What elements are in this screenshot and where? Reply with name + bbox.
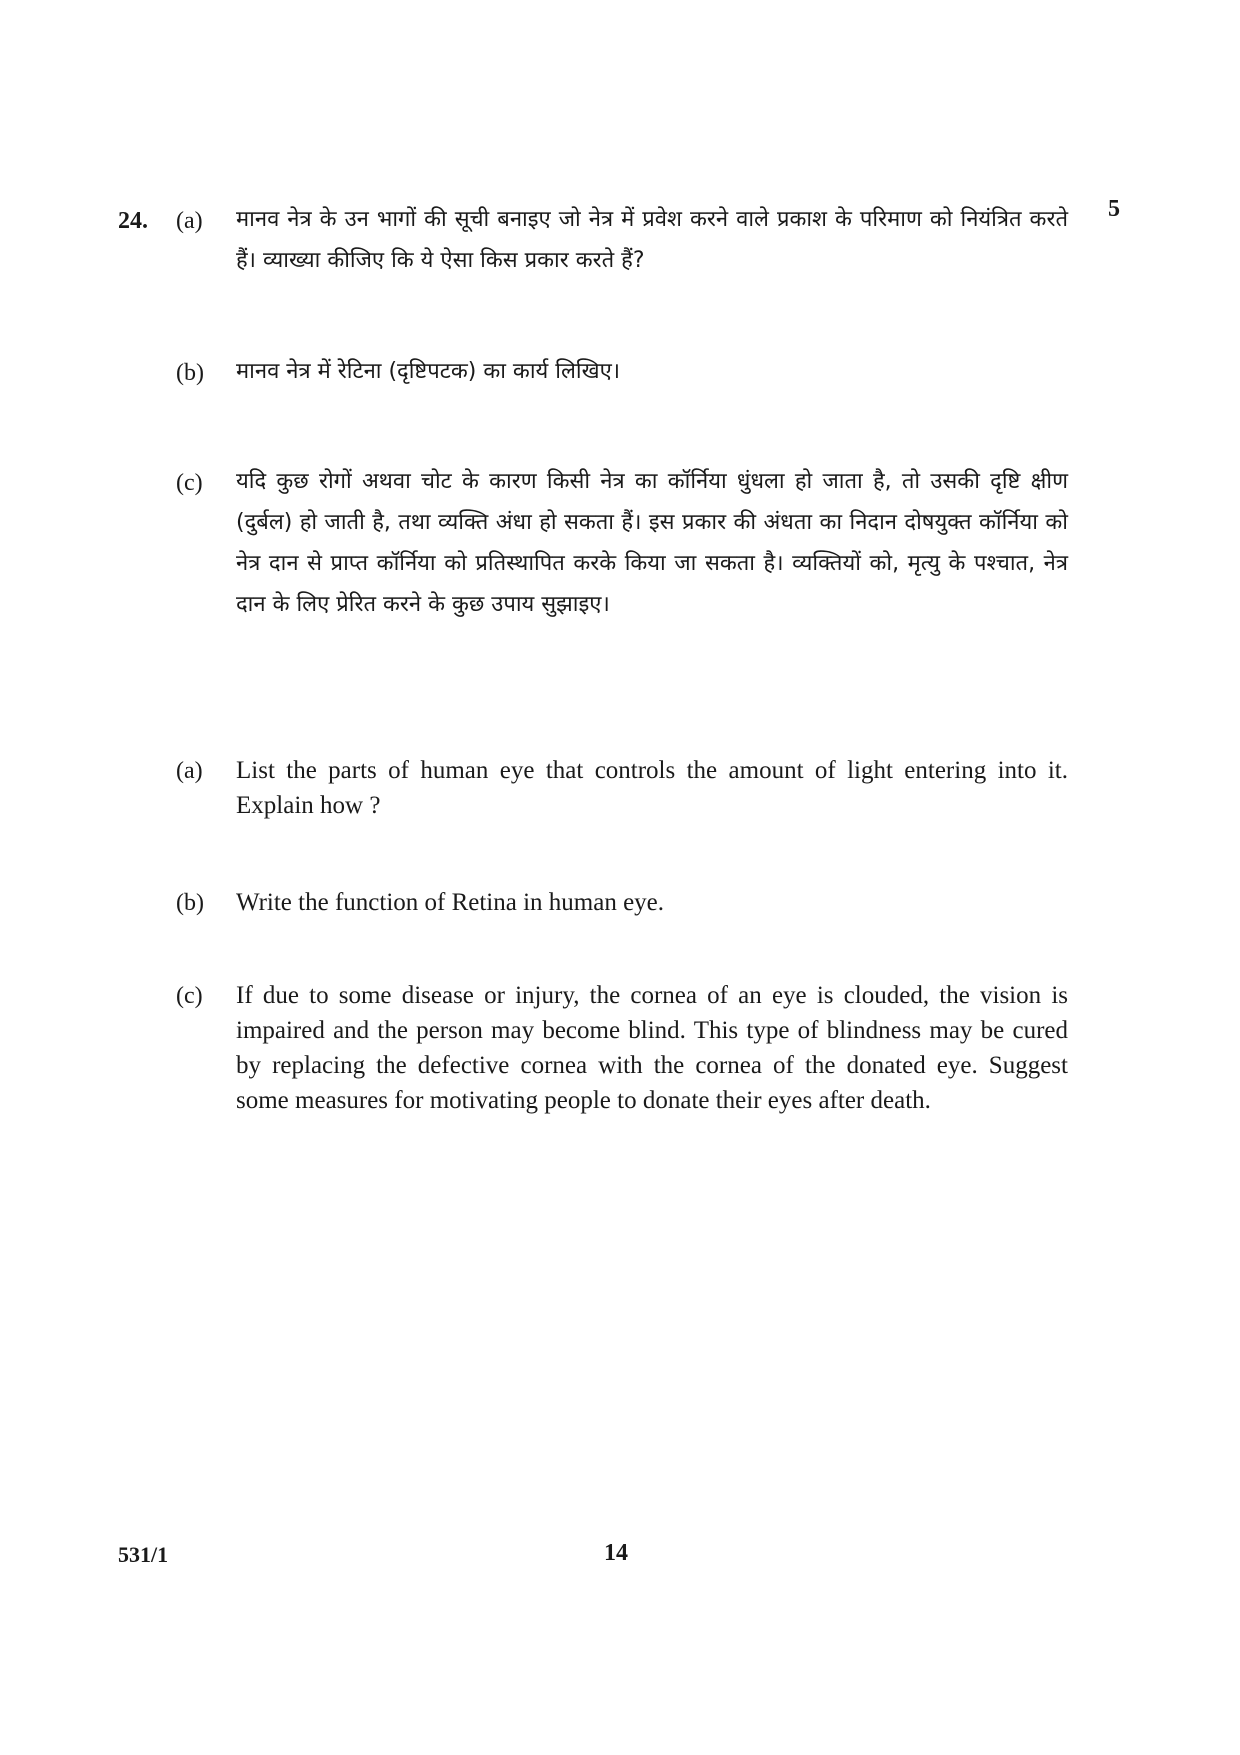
question-marks: 5 <box>1108 196 1120 222</box>
english-part-b-text: Write the function of Retina in human eye. <box>236 889 665 916</box>
hindi-part-c-text: यदि कुछ रोगों अथवा चोट के कारण किसी नेत्र का कॉर्निया धुंधला हो जाता है, तो उसकी दृष्टि क्षीण (दुर्बल) हो जाती है, तथा व्यक्ति अंधा हो सकता हैं। इस प्रकार की अंधता का निदान दोषयुक्त कॉर्निया को नेत्र दान से प्राप्त कॉर्निया को प्रतिस्थापित करके किया जा सकता है। व्यक्तियों को, मृत्यु के पश्चात, नेत्र दान के लिए प्रेरित करने के कुछ उपाय सुझाइए। <box>236 469 1068 617</box>
page-number: 14 <box>604 1540 628 1566</box>
paper-code: 531/1 <box>118 1542 169 1567</box>
english-part-c-label: (c) <box>176 983 203 1009</box>
english-part-c-text: If due to some disease or injury, the cornea of an eye is clouded, the vision is impaired and the person may become blind. This type of blindness may be cured by replacing the defective cornea with the cornea of the donated eye. Suggest some measures for motivating people to donate their eyes after death. <box>236 982 1068 1114</box>
hindi-part-c-label: (c) <box>176 470 203 496</box>
hindi-part-a-label: (a) <box>176 208 203 234</box>
english-part-a-label: (a) <box>176 758 203 784</box>
question-number: 24. <box>118 208 148 234</box>
hindi-part-b-text: मानव नेत्र में रेटिना (दृष्टिपटक) का कार्य लिखिए। <box>236 359 621 384</box>
hindi-part-b-label: (b) <box>176 360 204 386</box>
hindi-part-a-text: मानव नेत्र के उन भागों की सूची बनाइए जो नेत्र में प्रवेश करने वाले प्रकाश के परिमाण को नियंत्रित करते हैं। व्याख्या कीजिए कि ये ऐसा किस प्रकार करते हैं? <box>236 207 1068 273</box>
english-part-b-label: (b) <box>176 890 204 916</box>
english-part-a-text: List the parts of human eye that controls the amount of light entering into it. Explain how ? <box>236 757 1068 819</box>
